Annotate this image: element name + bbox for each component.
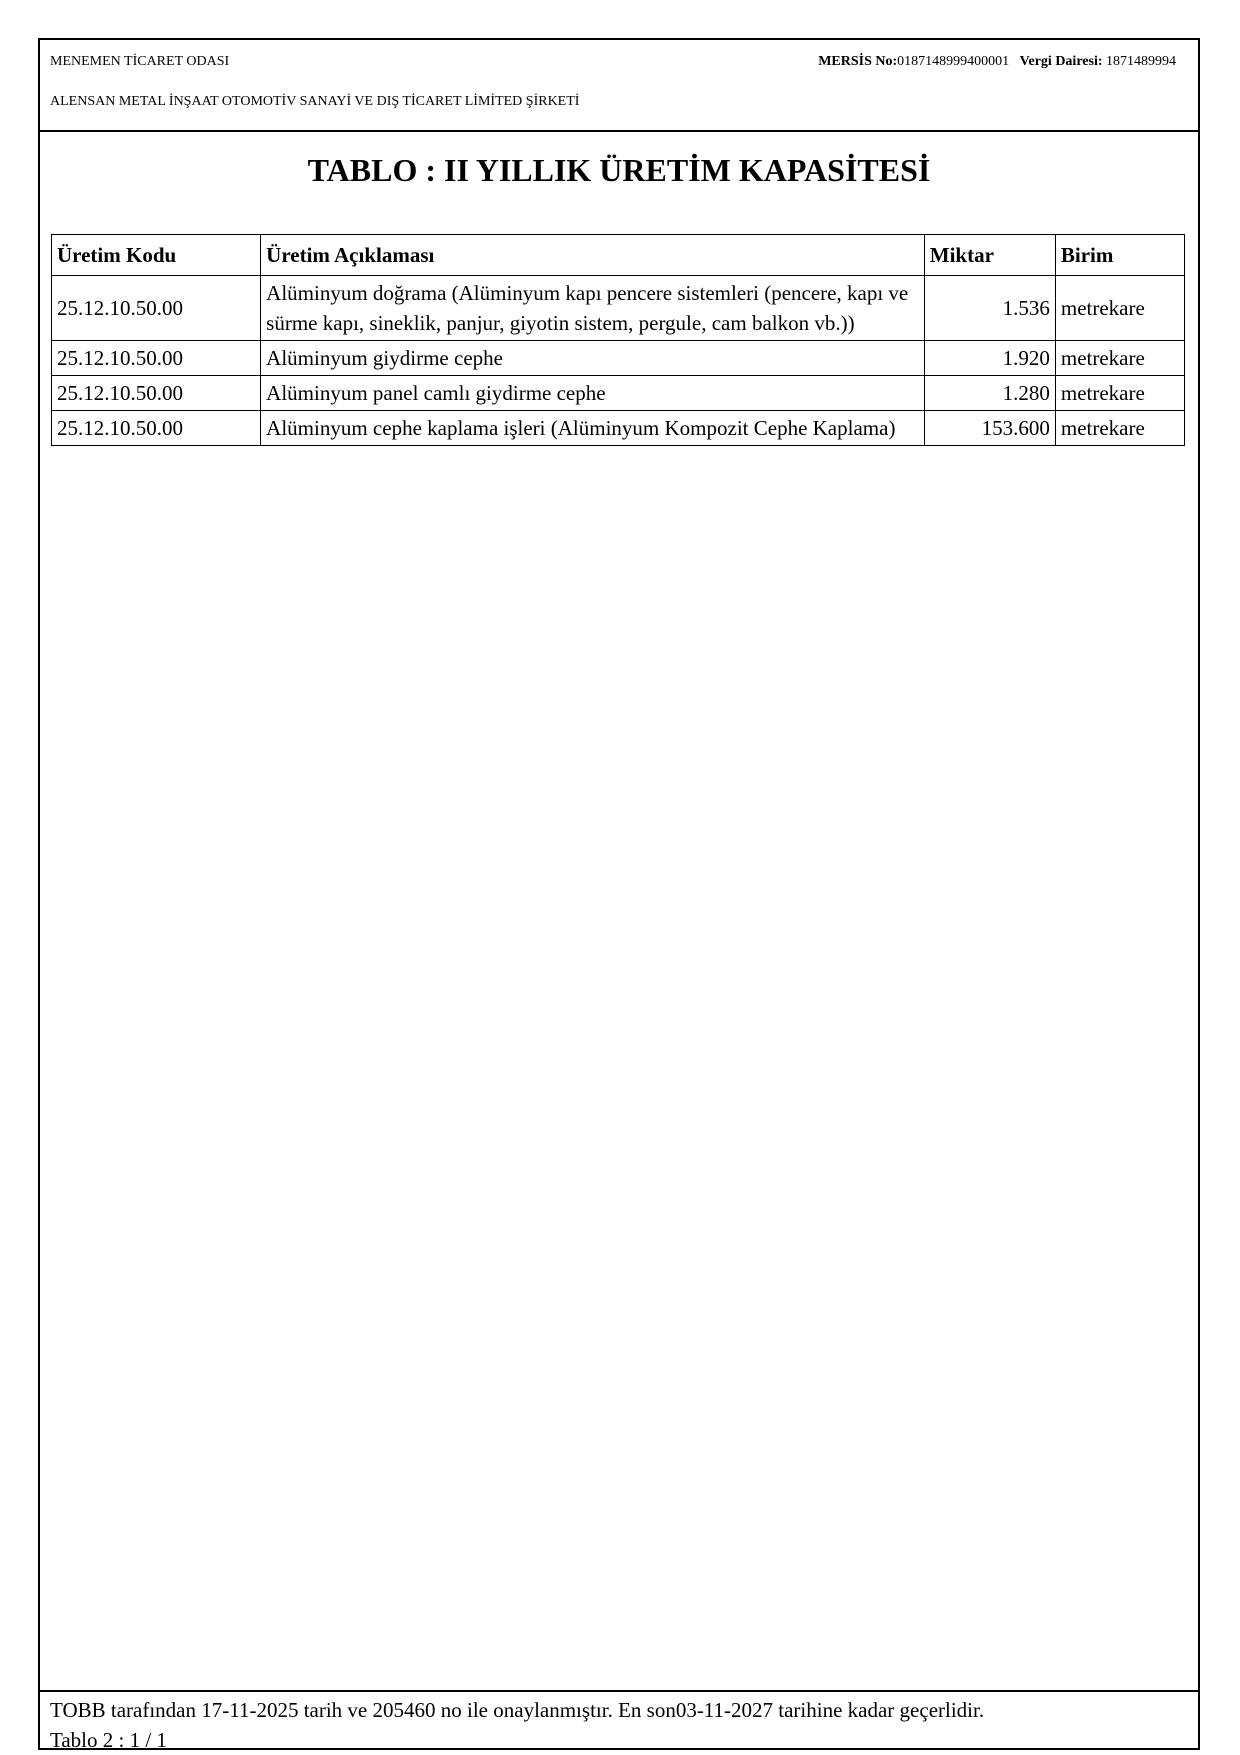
- chamber-name: MENEMEN TİCARET ODASI: [50, 54, 230, 69]
- cell-quantity: 1.536: [924, 276, 1055, 341]
- header-production-code: Üretim Kodu: [52, 235, 261, 276]
- header-production-description: Üretim Açıklaması: [261, 235, 925, 276]
- cell-description: Alüminyum doğrama (Alüminyum kapı pencere sistemleri (pencere, kapı ve sürme kapı, sineklik, panjur, giyotin sistem, pergule, cam balkon vb.)): [261, 276, 925, 341]
- cell-unit: metrekare: [1055, 341, 1184, 376]
- cell-quantity: 1.920: [924, 341, 1055, 376]
- table-row: [52, 341, 1185, 376]
- cell-code: 25.12.10.50.00: [52, 341, 261, 376]
- table-row: [52, 276, 1185, 341]
- page-number: Tablo 2 : 1 / 1: [50, 1728, 167, 1752]
- cell-code: 25.12.10.50.00: [52, 376, 261, 411]
- capacity-table: [51, 234, 1185, 446]
- tax-office-label: Vergi Dairesi:: [1019, 54, 1103, 69]
- cell-description: Alüminyum cephe kaplama işleri (Alüminyum Kompozit Cephe Kaplama): [261, 411, 925, 446]
- mersis-label: MERSİS No:: [818, 54, 898, 69]
- cell-code: 25.12.10.50.00: [52, 411, 261, 446]
- registry-ids: [818, 54, 1176, 70]
- tax-office-value: 1871489994: [1106, 54, 1176, 69]
- document-header: [40, 40, 1198, 132]
- document-footer: [40, 1690, 1198, 1752]
- cell-unit: metrekare: [1055, 411, 1184, 446]
- header-quantity: Miktar: [924, 235, 1055, 276]
- cell-description: Alüminyum panel camlı giydirme cephe: [261, 376, 925, 411]
- company-name: ALENSAN METAL İNŞAAT OTOMOTİV SANAYİ VE DIŞ TİCARET LİMİTED ŞİRKETİ: [50, 94, 580, 109]
- table-row: [52, 376, 1185, 411]
- table-row: [52, 411, 1185, 446]
- mersis-value: 0187148999400001: [897, 54, 1010, 69]
- cell-description: Alüminyum giydirme cephe: [261, 341, 925, 376]
- cell-quantity: 1.280: [924, 376, 1055, 411]
- cell-code: 25.12.10.50.00: [52, 276, 261, 341]
- page-title: TABLO : II YILLIK ÜRETİM KAPASİTESİ: [307, 152, 931, 188]
- table-header-row: [52, 235, 1185, 276]
- cell-quantity: 153.600: [924, 411, 1055, 446]
- cell-unit: metrekare: [1055, 276, 1184, 341]
- header-unit: Birim: [1055, 235, 1184, 276]
- cell-unit: metrekare: [1055, 376, 1184, 411]
- document-frame: [38, 38, 1200, 1750]
- approval-note: TOBB tarafından 17-11-2025 tarih ve 205460 no ile onaylanmıştır. En son03-11-2027 tarihine kadar geçerlidir.: [50, 1698, 985, 1722]
